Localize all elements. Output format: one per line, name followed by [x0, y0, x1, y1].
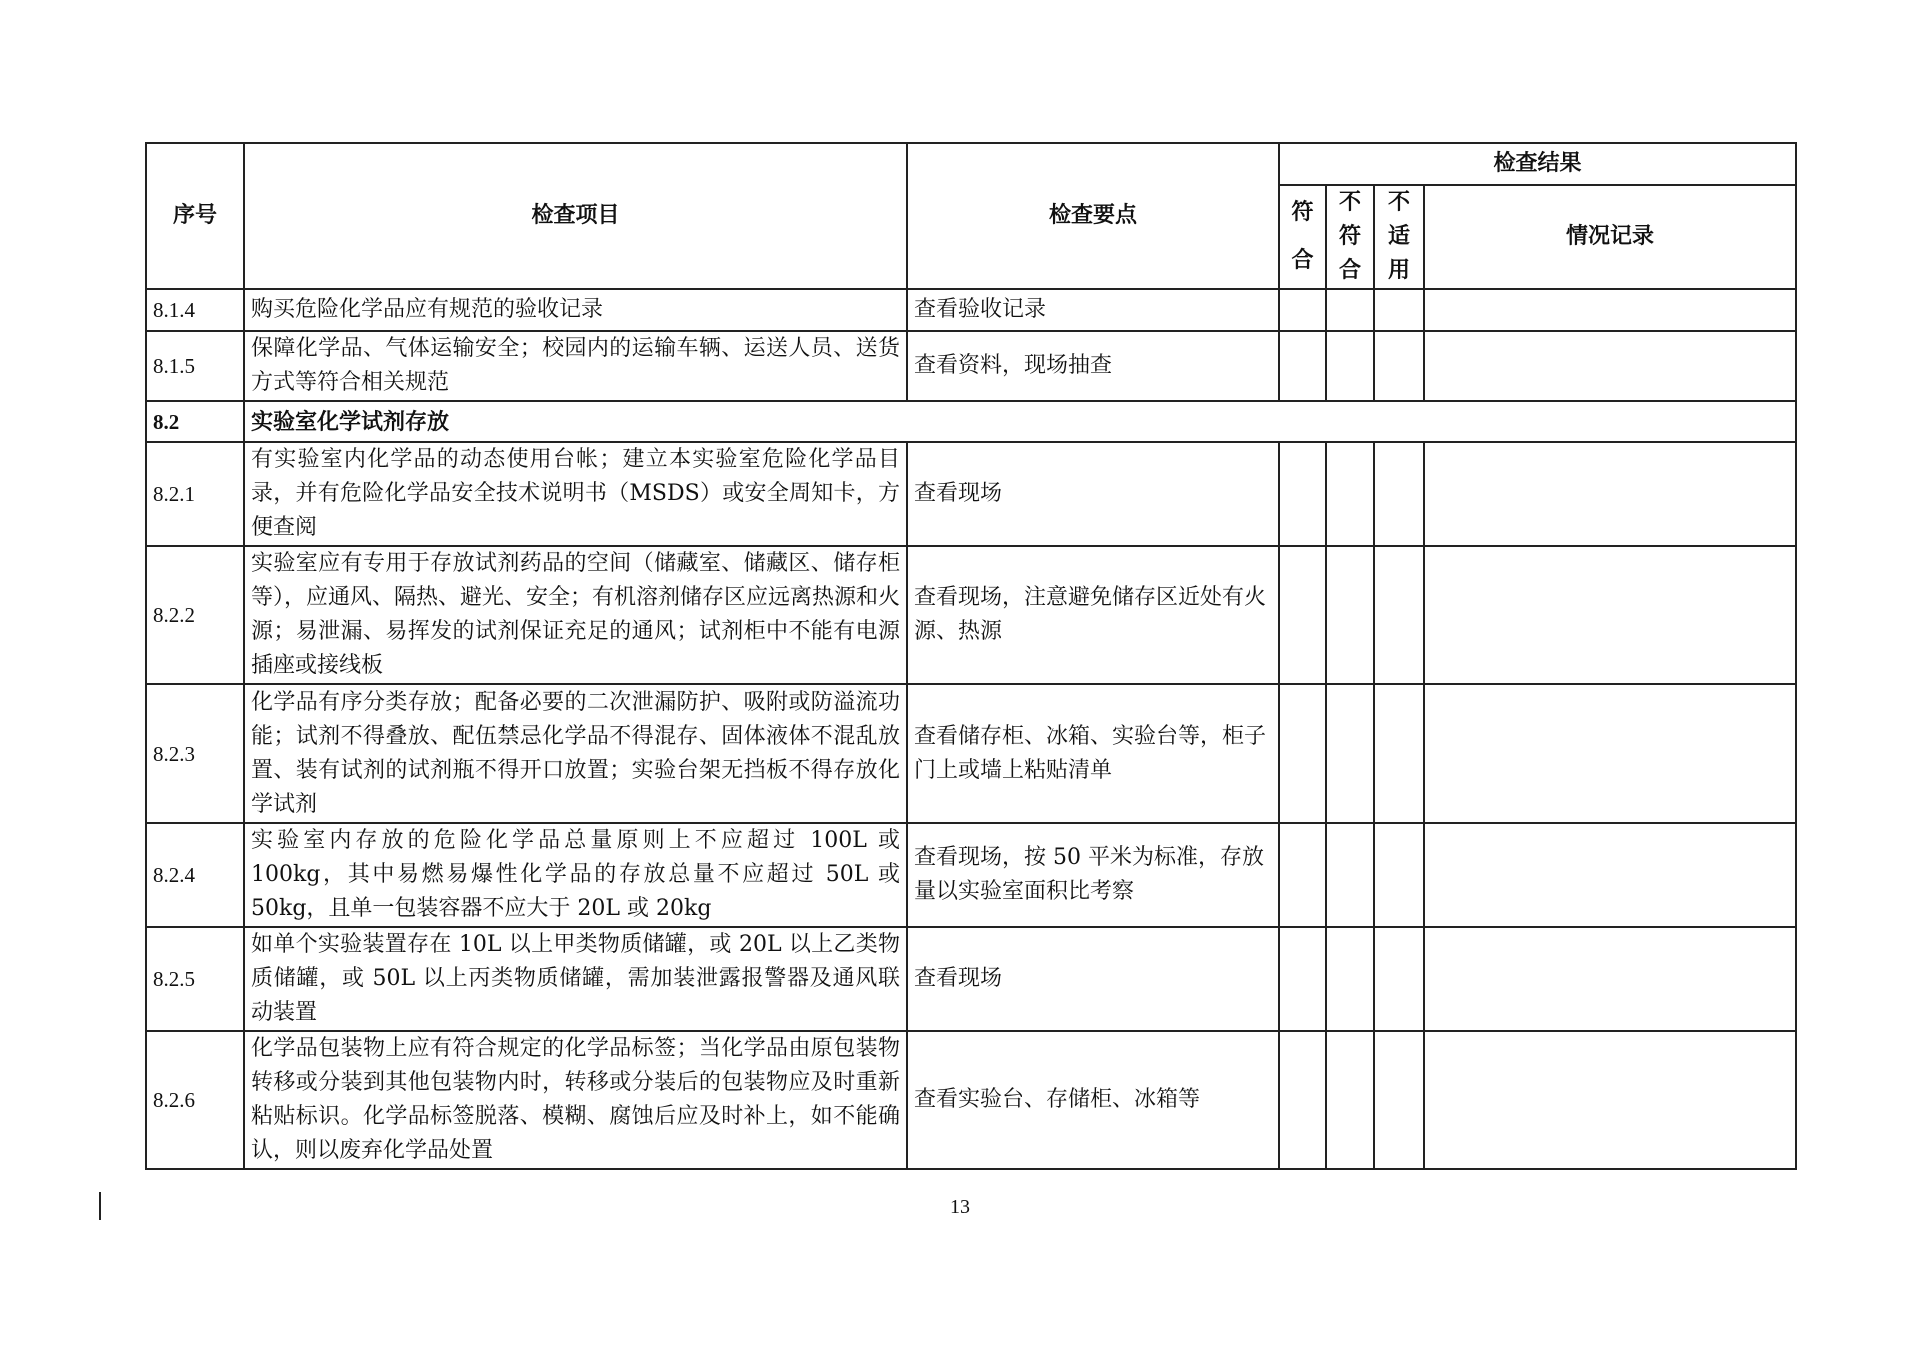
- points-cell: 查看现场，按 50 平米为标准，存放量以实验室面积比考察: [907, 823, 1279, 927]
- item-cell: 实验室应有专用于存放试剂药品的空间（储藏室、储藏区、储存柜等），应通风、隔热、避光、安全；有机溶剂储存区应远离热源和火源；易泄漏、易挥发的试剂保证充足的通风；试剂柜中不能有电源插座或接线板: [244, 546, 907, 684]
- inspection-table: [145, 142, 1797, 1170]
- conform-cell[interactable]: [1279, 331, 1326, 401]
- record-cell[interactable]: [1424, 289, 1796, 331]
- nonconform-cell[interactable]: [1326, 331, 1374, 401]
- nonconform-cell[interactable]: [1326, 1031, 1374, 1169]
- record-cell[interactable]: [1424, 823, 1796, 927]
- item-cell: 有实验室内化学品的动态使用台帐；建立本实验室危险化学品目录，并有危险化学品安全技术说明书（MSDS）或安全周知卡，方便查阅: [244, 442, 907, 546]
- table-row: [146, 331, 1796, 401]
- record-cell[interactable]: [1424, 546, 1796, 684]
- conform-cell[interactable]: [1279, 823, 1326, 927]
- table-row: [146, 927, 1796, 1031]
- conform-cell[interactable]: [1279, 289, 1326, 331]
- record-cell[interactable]: [1424, 927, 1796, 1031]
- nonconform-cell[interactable]: [1326, 684, 1374, 823]
- item-header: 检查项目: [244, 143, 907, 289]
- conform-cell[interactable]: [1279, 442, 1326, 546]
- item-cell: 如单个实验装置存在 10L 以上甲类物质储罐，或 20L 以上乙类物质储罐，或 50L 以上丙类物质储罐，需加装泄露报警器及通风联动装置: [244, 927, 907, 1031]
- not-applicable-cell[interactable]: [1374, 546, 1424, 684]
- record-header: 情况记录: [1424, 185, 1796, 289]
- points-cell: 查看验收记录: [907, 289, 1279, 331]
- seq-cell: 8.2.5: [146, 927, 244, 1031]
- not-applicable-cell[interactable]: [1374, 684, 1424, 823]
- points-cell: 查看现场: [907, 927, 1279, 1031]
- table-row: [146, 1031, 1796, 1169]
- table-row: [146, 823, 1796, 927]
- seq-cell: 8.2.3: [146, 684, 244, 823]
- nonconform-cell[interactable]: [1326, 442, 1374, 546]
- nonconform-cell[interactable]: [1326, 927, 1374, 1031]
- nonconform-cell[interactable]: [1326, 289, 1374, 331]
- record-cell[interactable]: [1424, 331, 1796, 401]
- seq-cell: 8.2.4: [146, 823, 244, 927]
- page-number: 13: [950, 1196, 970, 1218]
- nonconform-cell[interactable]: [1326, 823, 1374, 927]
- seq-header: 序号: [146, 143, 244, 289]
- item-cell: 实验室内存放的危险化学品总量原则上不应超过 100L 或 100kg，其中易燃易爆性化学品的存放总量不应超过 50L 或 50kg，且单一包装容器不应大于 20L 或 20kg: [244, 823, 907, 927]
- record-cell[interactable]: [1424, 1031, 1796, 1169]
- points-cell: 查看现场，注意避免储存区近处有火源、热源: [907, 546, 1279, 684]
- not-applicable-cell[interactable]: [1374, 442, 1424, 546]
- header-row-1: [146, 143, 1796, 185]
- seq-cell: 8.1.5: [146, 331, 244, 401]
- section-title: 实验室化学试剂存放: [244, 401, 1796, 442]
- not-applicable-cell[interactable]: [1374, 823, 1424, 927]
- item-cell: 保障化学品、气体运输安全；校园内的运输车辆、运送人员、送货方式等符合相关规范: [244, 331, 907, 401]
- section-row: [146, 401, 1796, 442]
- conform-cell[interactable]: [1279, 927, 1326, 1031]
- not-applicable-cell[interactable]: [1374, 331, 1424, 401]
- result-header: 检查结果: [1279, 143, 1796, 185]
- section-seq: 8.2: [146, 401, 244, 442]
- table-row: [146, 289, 1796, 331]
- not-applicable-cell[interactable]: [1374, 1031, 1424, 1169]
- record-cell[interactable]: [1424, 684, 1796, 823]
- seq-cell: 8.2.1: [146, 442, 244, 546]
- item-cell: 购买危险化学品应有规范的验收记录: [244, 289, 907, 331]
- table-row: [146, 684, 1796, 823]
- record-cell[interactable]: [1424, 442, 1796, 546]
- not-applicable-header: 不 适 用: [1374, 185, 1424, 289]
- seq-cell: 8.2.2: [146, 546, 244, 684]
- conform-header: 符 合: [1279, 185, 1326, 289]
- points-cell: 查看实验台、存储柜、冰箱等: [907, 1031, 1279, 1169]
- not-applicable-cell[interactable]: [1374, 289, 1424, 331]
- table-row: [146, 546, 1796, 684]
- points-cell: 查看资料，现场抽查: [907, 331, 1279, 401]
- conform-cell[interactable]: [1279, 546, 1326, 684]
- points-header: 检查要点: [907, 143, 1279, 289]
- points-cell: 查看现场: [907, 442, 1279, 546]
- item-cell: 化学品有序分类存放；配备必要的二次泄漏防护、吸附或防溢流功能；试剂不得叠放、配伍禁忌化学品不得混存、固体液体不混乱放置、装有试剂的试剂瓶不得开口放置；实验台架无挡板不得存放化学试剂: [244, 684, 907, 823]
- points-cell: 查看储存柜、冰箱、实验台等，柜子门上或墙上粘贴清单: [907, 684, 1279, 823]
- seq-cell: 8.2.6: [146, 1031, 244, 1169]
- nonconform-cell[interactable]: [1326, 546, 1374, 684]
- not-applicable-cell[interactable]: [1374, 927, 1424, 1031]
- conform-cell[interactable]: [1279, 684, 1326, 823]
- seq-cell: 8.1.4: [146, 289, 244, 331]
- item-cell: 化学品包装物上应有符合规定的化学品标签；当化学品由原包装物转移或分装到其他包装物内时，转移或分装后的包装物应及时重新粘贴标识。化学品标签脱落、模糊、腐蚀后应及时补上，如不能确认，则以废弃化学品处置: [244, 1031, 907, 1169]
- nonconform-header: 不 符 合: [1326, 185, 1374, 289]
- conform-cell[interactable]: [1279, 1031, 1326, 1169]
- table-row: [146, 442, 1796, 546]
